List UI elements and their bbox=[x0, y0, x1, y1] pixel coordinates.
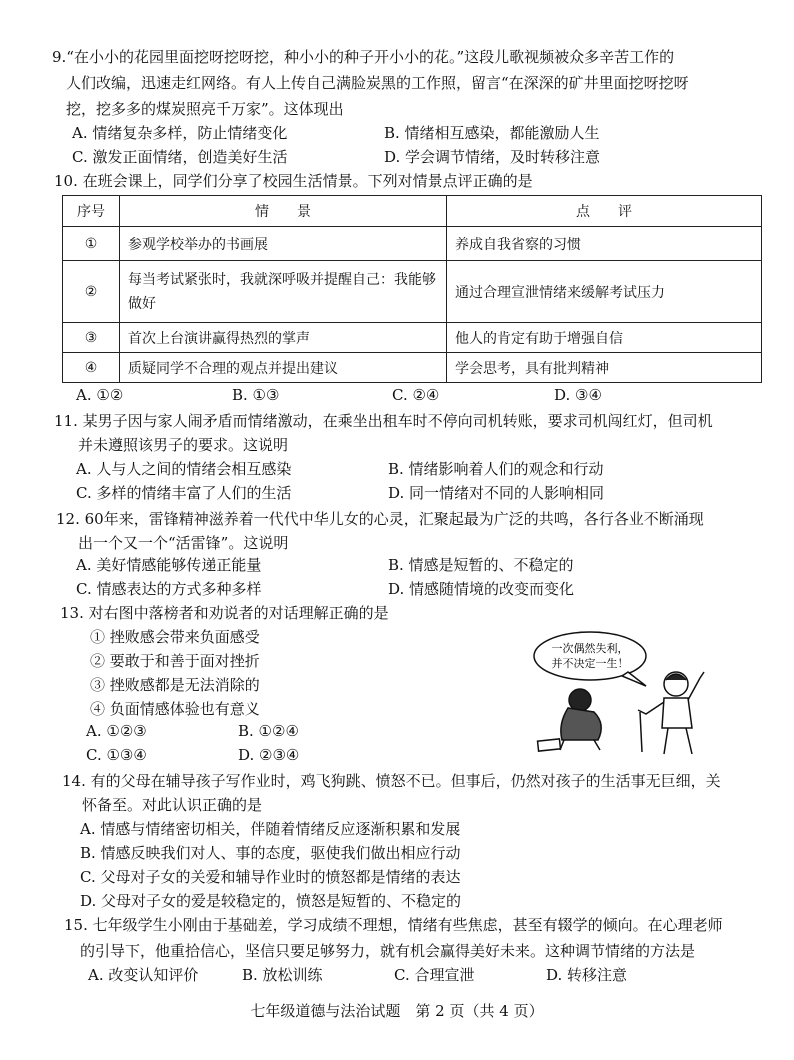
q11-option-b[interactable]: B. 情绪影响着人们的观念和行动 bbox=[388, 460, 604, 478]
q13-option-b[interactable]: B. ①②④ bbox=[238, 722, 299, 740]
q10-row-scene: 参观学校举办的书画展 bbox=[120, 227, 447, 261]
student-figure bbox=[538, 689, 602, 751]
q9-option-a[interactable]: A. 情绪复杂多样，防止情绪变化 bbox=[72, 124, 288, 142]
q10-row-comment: 学会思考，具有批判精神 bbox=[447, 353, 762, 383]
q10-row-scene: 首次上台演讲赢得热烈的掌声 bbox=[120, 323, 447, 353]
q15-option-a[interactable]: A. 改变认知评价 bbox=[88, 966, 199, 984]
q14-option-c[interactable]: C. 父母对子女的关爱和辅导作业时的愤怒都是情绪的表达 bbox=[80, 868, 461, 886]
q14-option-d[interactable]: D. 父母对子女的爱是较稳定的，愤怒是短暂的、不稳定的 bbox=[80, 892, 462, 910]
speech-bubble-line-2: 并不决定一生！ bbox=[551, 657, 629, 670]
q12-option-b[interactable]: B. 情感是短暂的、不稳定的 bbox=[388, 556, 574, 574]
q10-header-scene: 情 景 bbox=[120, 196, 447, 227]
q10-option-b[interactable]: B. ①③ bbox=[232, 386, 280, 404]
q10-header-num: 序号 bbox=[63, 196, 120, 227]
q11-option-c[interactable]: C. 多样的情绪丰富了人们的生活 bbox=[76, 484, 292, 502]
q11-option-a[interactable]: A. 人与人之间的情绪会相互感染 bbox=[76, 460, 292, 478]
q10-row-scene: 质疑同学不合理的观点并提出建议 bbox=[120, 353, 447, 383]
speech-bubble-line-1: 一次偶然失利， bbox=[551, 642, 629, 655]
q10-row-comment: 养成自我省察的习惯 bbox=[447, 227, 762, 261]
q12-option-a[interactable]: A. 美好情感能够传递正能量 bbox=[76, 556, 262, 574]
q10-row-num: ④ bbox=[63, 353, 120, 383]
q13-option-d[interactable]: D. ②③④ bbox=[238, 746, 300, 764]
q10-row-num: ① bbox=[63, 227, 120, 261]
q10-row-comment: 他人的肯定有助于增强自信 bbox=[447, 323, 762, 353]
q13-cartoon-illustration bbox=[528, 628, 740, 756]
q15-option-d[interactable]: D. 转移注意 bbox=[546, 966, 628, 984]
q9-line-1: 9.“在小小的花园里面挖呀挖呀挖，种小小的种子开小小的花。”这段儿歌视频被众多辛苦工作的 bbox=[52, 48, 675, 66]
q13-option-c[interactable]: C. ①③④ bbox=[86, 746, 147, 764]
q10-row-scene: 每当考试紧张时，我就深呼吸并提醒自己：我能够做好 bbox=[120, 261, 447, 323]
q13-item-4: ④ 负面情感体验也有意义 bbox=[90, 700, 260, 718]
q9-line-2: 人们改编，迅速走红网络。有人上传自己满脸炭黑的工作照，留言“在深深的矿井里面挖呀挖呀 bbox=[66, 74, 689, 92]
q15-option-b[interactable]: B. 放松训练 bbox=[242, 966, 323, 984]
q13-stem: 13. 对右图中落榜者和劝说者的对话理解正确的是 bbox=[60, 604, 389, 622]
q11-line-2: 并未遵照该男子的要求。这说明 bbox=[78, 436, 289, 454]
q10-row-num: ② bbox=[63, 261, 120, 323]
q12-line-2: 出一个又一个“活雷锋”。这说明 bbox=[78, 534, 289, 552]
q10-row-comment: 通过合理宣泄情绪来缓解考试压力 bbox=[447, 261, 762, 323]
q12-option-c[interactable]: C. 情感表达的方式多种多样 bbox=[76, 580, 262, 598]
q13-item-1: ① 挫败感会带来负面感受 bbox=[90, 628, 260, 646]
q12-option-d[interactable]: D. 情感随情境的改变而变化 bbox=[388, 580, 575, 598]
q13-option-a[interactable]: A. ①②③ bbox=[86, 722, 147, 740]
q9-line-3: 挖，挖多多的煤炭照亮千万家”。这体现出 bbox=[66, 100, 344, 118]
q14-line-1: 14. 有的父母在辅导孩子写作业时，鸡飞狗跳、愤怒不已。但事后，仍然对孩子的生活事无巨细，关 bbox=[62, 772, 721, 790]
q10-option-c[interactable]: C. ②④ bbox=[392, 386, 440, 404]
q13-item-2: ② 要敢于和善于面对挫折 bbox=[90, 652, 260, 670]
q10-stem: 10. 在班会课上，同学们分享了校园生活情景。下列对情景点评正确的是 bbox=[54, 172, 533, 190]
speech-bubble-tail bbox=[622, 672, 646, 686]
page-footer: 七年级道德与法治试题 第 2 页（共 4 页） bbox=[250, 1002, 544, 1020]
q10-row-num: ③ bbox=[63, 323, 120, 353]
q9-option-b[interactable]: B. 情绪相互感染，都能激励人生 bbox=[384, 124, 600, 142]
q15-option-c[interactable]: C. 合理宣泄 bbox=[394, 966, 475, 984]
q14-line-2: 怀备至。对此认识正确的是 bbox=[82, 796, 263, 814]
q11-line-1: 11. 某男子因与家人闹矛盾而情绪激动，在乘坐出租车时不停向司机转账，要求司机闯红灯，但司机 bbox=[54, 412, 713, 430]
q10-table bbox=[62, 195, 762, 383]
q11-option-d[interactable]: D. 同一情绪对不同的人影响相同 bbox=[388, 484, 605, 502]
q14-option-a[interactable]: A. 情感与情绪密切相关，伴随着情绪反应逐渐积累和发展 bbox=[80, 820, 461, 838]
q13-item-3: ③ 挫败感都是无法消除的 bbox=[90, 676, 260, 694]
q9-option-c[interactable]: C. 激发正面情绪，创造美好生活 bbox=[72, 148, 288, 166]
q9-option-d[interactable]: D. 学会调节情绪，及时转移注意 bbox=[384, 148, 601, 166]
q12-line-1: 12. 60年来，雷锋精神滋养着一代代中华儿女的心灵，汇聚起最为广泛的共鸣，各行各业不断涌现 bbox=[56, 510, 704, 528]
q10-option-d[interactable]: D. ③④ bbox=[554, 386, 602, 404]
q14-option-b[interactable]: B. 情感反映我们对人、事的态度，驱使我们做出相应行动 bbox=[80, 844, 461, 862]
adviser-figure bbox=[638, 672, 704, 754]
q15-line-2: 的引导下，他重拾信心，坚信只要足够努力，就有机会赢得美好未来。这种调节情绪的方法是 bbox=[80, 942, 696, 960]
q10-option-a[interactable]: A. ①② bbox=[76, 386, 124, 404]
q10-header-comment: 点 评 bbox=[447, 196, 762, 227]
q15-line-1: 15. 七年级学生小刚由于基础差，学习成绩不理想，情绪有些焦虑，甚至有辍学的倾向。在心理老师 bbox=[64, 916, 723, 934]
